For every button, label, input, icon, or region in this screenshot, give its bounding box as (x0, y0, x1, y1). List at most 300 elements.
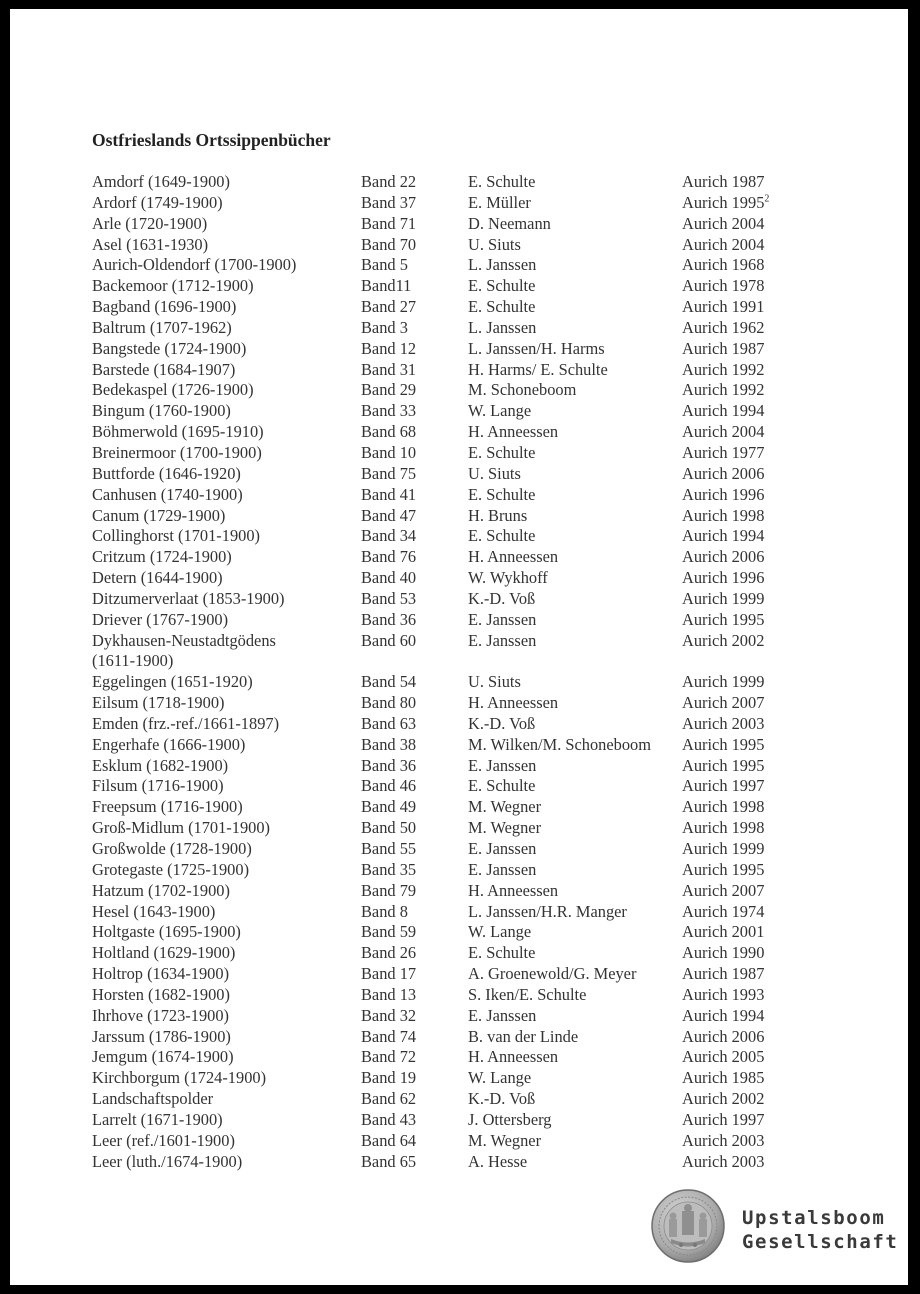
publication-cell (682, 380, 802, 401)
band-cell: Band 55 (361, 839, 417, 858)
band-cell: Band 54 (361, 672, 417, 692)
place-cell (92, 276, 361, 297)
table-row (92, 172, 812, 193)
place-years: (1611-1900) (92, 651, 174, 671)
place-name: Leer (ref./1601-1900) (92, 1130, 235, 1150)
place-name: Bingum (1760-1900) (92, 401, 231, 421)
publication-text: Aurich 2003 (682, 1151, 765, 1171)
publication-text: Aurich 2006 (682, 547, 765, 567)
table-row (92, 443, 812, 464)
publication-cell (682, 1131, 802, 1152)
table-row (92, 318, 812, 339)
place-cell (92, 1068, 361, 1089)
publication-text: Aurich 2002 (682, 630, 765, 650)
band-cell: Band 49 (361, 797, 417, 817)
place-cell (92, 1027, 361, 1048)
publication-cell (682, 756, 802, 777)
place-cell (92, 318, 361, 339)
author-cell: H. Anneessen (468, 1047, 559, 1067)
place-cell (92, 693, 361, 714)
place-name: Filsum (1716-1900) (92, 776, 224, 796)
author-cell: W. Lange (468, 401, 532, 421)
table-row (92, 735, 812, 756)
place-name: Critzum (1724-1900) (92, 547, 232, 567)
publication-text: Aurich 2006 (682, 463, 765, 483)
band-cell: Band 27 (361, 297, 417, 317)
publication-cell (682, 1027, 802, 1048)
place-name: Jemgum (1674-1900) (92, 1047, 234, 1067)
table-row (92, 255, 812, 276)
publication-text: Aurich 2003 (682, 1130, 765, 1150)
author-cell: E. Schulte (468, 172, 536, 191)
table-row (92, 422, 812, 443)
publication-text: Aurich 2005 (682, 1047, 765, 1067)
publication-text: Aurich 1994 (682, 1005, 765, 1025)
band-cell: Band 60 (361, 630, 417, 650)
place-name: Groß-Midlum (1701-1900) (92, 818, 270, 838)
author-cell: E. Janssen (468, 630, 537, 650)
place-name: Buttforde (1646-1920) (92, 463, 241, 483)
band-cell: Band 80 (361, 693, 417, 713)
publication-text: Aurich 2004 (682, 213, 765, 233)
band-cell: Band 53 (361, 588, 417, 608)
author-cell: H. Anneessen (468, 693, 559, 713)
place-cell (92, 631, 361, 673)
author-cell: E. Schulte (468, 943, 536, 963)
band-cell: Band 43 (361, 1109, 417, 1129)
place-name: Esklum (1682-1900) (92, 755, 229, 775)
publication-text: Aurich 1977 (682, 442, 765, 462)
place-name: Ditzumerverlaat (1853-1900) (92, 588, 285, 608)
band-cell: Band 38 (361, 734, 417, 754)
place-cell (92, 922, 361, 943)
publication-text: Aurich 1978 (682, 276, 765, 296)
publication-cell (682, 610, 802, 631)
place-cell (92, 1131, 361, 1152)
place-cell (92, 235, 361, 256)
band-cell: Band 10 (361, 442, 417, 462)
place-name: Backemoor (1712-1900) (92, 276, 254, 296)
place-name: Bangstede (1724-1900) (92, 338, 247, 358)
author-cell: E. Schulte (468, 526, 536, 546)
place-cell (92, 506, 361, 527)
author-cell: L. Janssen (468, 255, 537, 275)
band-cell: Band11 (361, 276, 412, 296)
author-cell: B. van der Linde (468, 1026, 579, 1046)
publication-cell (682, 693, 802, 714)
publication-cell (682, 985, 802, 1006)
author-cell: U. Siuts (468, 234, 521, 254)
publication-text: Aurich 2004 (682, 422, 765, 442)
table-row (92, 1047, 812, 1068)
publication-cell (682, 631, 802, 673)
band-cell: Band 59 (361, 922, 417, 942)
publication-cell (682, 526, 802, 547)
author-cell: E. Schulte (468, 442, 536, 462)
publication-cell (682, 1068, 802, 1089)
publication-text: Aurich 1962 (682, 317, 765, 337)
place-name: Larrelt (1671-1900) (92, 1109, 223, 1129)
brand-line-2: Gesellschaft (742, 1231, 899, 1253)
seal-logo (651, 1189, 725, 1263)
publication-text: Aurich 2001 (682, 922, 765, 942)
publication-cell (682, 881, 802, 902)
place-name: Collinghorst (1701-1900) (92, 526, 260, 546)
publication-text: Aurich 1995 (682, 192, 765, 212)
place-name: Emden (frz.-ref./1661-1897) (92, 713, 280, 733)
author-cell: H. Harms/ E. Schulte (468, 359, 608, 379)
band-cell: Band 74 (361, 1026, 417, 1046)
publication-cell (682, 714, 802, 735)
table-row (92, 943, 812, 964)
band-cell: Band 26 (361, 943, 417, 963)
publication-cell (682, 443, 802, 464)
author-cell: J. Ottersberg (468, 1109, 552, 1129)
publication-text: Aurich 1987 (682, 964, 765, 984)
table-row (92, 776, 812, 797)
publication-cell (682, 547, 802, 568)
author-cell: K.-D. Voß (468, 713, 536, 733)
table-row (92, 1006, 812, 1027)
author-cell: E. Janssen (468, 609, 537, 629)
place-name: Jarssum (1786-1900) (92, 1026, 231, 1046)
place-name: Horsten (1682-1900) (92, 984, 230, 1004)
publication-text: Aurich 1997 (682, 776, 765, 796)
band-cell: Band 70 (361, 234, 417, 254)
publication-text: Aurich 1994 (682, 401, 765, 421)
place-name: Ardorf (1749-1900) (92, 192, 223, 212)
author-cell: E. Schulte (468, 297, 536, 317)
author-cell: E. Schulte (468, 484, 536, 504)
publication-text: Aurich 1985 (682, 1068, 765, 1088)
publication-text: Aurich 1992 (682, 359, 765, 379)
band-cell: Band 31 (361, 359, 417, 379)
publication-text: Aurich 1995 (682, 755, 765, 775)
brand-name (742, 1206, 898, 1254)
table-row (92, 1089, 812, 1110)
band-cell: Band 50 (361, 818, 417, 838)
publication-cell (682, 839, 802, 860)
publication-cell (682, 568, 802, 589)
publication-cell (682, 318, 802, 339)
publication-cell (682, 255, 802, 276)
author-cell: H. Anneessen (468, 547, 559, 567)
publication-cell (682, 172, 802, 193)
band-cell: Band 19 (361, 1068, 417, 1088)
publication-cell (682, 672, 802, 693)
table-row (92, 693, 812, 714)
table-row (92, 1110, 812, 1131)
author-cell: M. Wilken/M. Schoneboom (468, 734, 651, 754)
place-cell (92, 339, 361, 360)
publication-cell (682, 401, 802, 422)
place-name: Baltrum (1707-1962) (92, 317, 232, 337)
place-name: Landschaftspolder (92, 1089, 214, 1109)
place-cell (92, 1110, 361, 1131)
place-name: Engerhafe (1666-1900) (92, 734, 246, 754)
author-cell: E. Schulte (468, 776, 536, 796)
place-cell (92, 485, 361, 506)
publication-cell (682, 797, 802, 818)
publication-cell (682, 922, 802, 943)
place-cell (92, 985, 361, 1006)
place-name: Holtgaste (1695-1900) (92, 922, 241, 942)
publication-cell (682, 485, 802, 506)
author-cell: E. Janssen (468, 1005, 537, 1025)
place-name: Bagband (1696-1900) (92, 297, 237, 317)
place-cell (92, 1006, 361, 1027)
table-row (92, 964, 812, 985)
author-cell: W. Lange (468, 922, 532, 942)
place-cell (92, 526, 361, 547)
place-name: Ihrhove (1723-1900) (92, 1005, 230, 1025)
author-cell: W. Lange (468, 1068, 532, 1088)
place-cell (92, 1047, 361, 1068)
table-row (92, 985, 812, 1006)
table-row (92, 1068, 812, 1089)
publication-cell (682, 1089, 802, 1110)
band-cell: Band 47 (361, 505, 417, 525)
table-row (92, 276, 812, 297)
band-cell: Band 63 (361, 713, 417, 733)
publication-text: Aurich 1998 (682, 505, 765, 525)
publication-cell (682, 589, 802, 610)
publication-cell (682, 943, 802, 964)
document-page (10, 9, 908, 1285)
publication-cell (682, 422, 802, 443)
table-row (92, 756, 812, 777)
place-cell (92, 610, 361, 631)
publication-text: Aurich 1995 (682, 609, 765, 629)
table-row (92, 339, 812, 360)
table-row (92, 922, 812, 943)
publication-text: Aurich 1999 (682, 588, 765, 608)
table-row (92, 297, 812, 318)
place-cell (92, 943, 361, 964)
place-name: Böhmerwold (1695-1910) (92, 422, 264, 442)
publication-cell (682, 1047, 802, 1068)
brand-line-1: Upstalsboom (742, 1207, 886, 1229)
place-cell (92, 568, 361, 589)
author-cell: D. Neemann (468, 213, 551, 233)
publication-text: Aurich 1998 (682, 797, 765, 817)
publication-text: Aurich 2003 (682, 713, 765, 733)
band-cell: Band 17 (361, 964, 417, 984)
author-cell: U. Siuts (468, 463, 521, 483)
place-cell (92, 255, 361, 276)
band-cell: Band 65 (361, 1151, 417, 1171)
author-cell: K.-D. Voß (468, 1089, 536, 1109)
band-cell: Band 36 (361, 609, 417, 629)
publication-cell (682, 214, 802, 235)
place-cell (92, 839, 361, 860)
publication-cell (682, 818, 802, 839)
place-name: Driever (1767-1900) (92, 609, 229, 629)
place-name: Eggelingen (1651-1920) (92, 672, 253, 692)
author-cell: L. Janssen/H. Harms (468, 338, 605, 358)
table-row (92, 860, 812, 881)
publication-text: Aurich 1999 (682, 839, 765, 858)
band-cell: Band 36 (361, 755, 417, 775)
band-cell: Band 62 (361, 1089, 417, 1109)
place-name: Asel (1631-1930) (92, 234, 209, 254)
author-cell: E. Janssen (468, 859, 537, 879)
place-cell (92, 547, 361, 568)
table-row (92, 568, 812, 589)
author-cell: M. Wegner (468, 1130, 542, 1150)
place-name: Bedekaspel (1726-1900) (92, 380, 254, 400)
band-cell: Band 22 (361, 172, 417, 191)
place-name: Kirchborgum (1724-1900) (92, 1068, 267, 1088)
publication-text: Aurich 1995 (682, 859, 765, 879)
place-name: Detern (1644-1900) (92, 568, 223, 588)
author-cell: H. Anneessen (468, 880, 559, 900)
place-name: Leer (luth./1674-1900) (92, 1151, 243, 1171)
table-row (92, 506, 812, 527)
band-cell: Band 75 (361, 463, 417, 483)
table-row (92, 672, 812, 693)
place-cell (92, 756, 361, 777)
publication-cell (682, 193, 802, 214)
publication-cell (682, 735, 802, 756)
place-cell (92, 401, 361, 422)
place-cell (92, 172, 361, 193)
publication-text: Aurich 1968 (682, 255, 765, 275)
band-cell: Band 12 (361, 338, 417, 358)
author-cell: M. Schoneboom (468, 380, 577, 400)
table-row (92, 547, 812, 568)
publication-cell (682, 339, 802, 360)
place-name: Dykhausen-Neustadtgödens (92, 630, 276, 650)
publication-text: Aurich 1996 (682, 484, 765, 504)
publication-text: Aurich 1995 (682, 734, 765, 754)
table-row (92, 881, 812, 902)
place-cell (92, 797, 361, 818)
author-cell: K.-D. Voß (468, 588, 536, 608)
publication-text: Aurich 2007 (682, 880, 765, 900)
place-name: Breinermoor (1700-1900) (92, 442, 262, 462)
table-row (92, 464, 812, 485)
table-row (92, 380, 812, 401)
publication-cell (682, 860, 802, 881)
place-name: Großwolde (1728-1900) (92, 839, 252, 858)
table-row (92, 818, 812, 839)
band-cell: Band 33 (361, 401, 417, 421)
footnote-marker: 2 (764, 193, 770, 205)
band-cell: Band 32 (361, 1005, 417, 1025)
publication-text: Aurich 1990 (682, 943, 765, 963)
table-row (92, 714, 812, 735)
place-name: Freepsum (1716-1900) (92, 797, 243, 817)
place-cell (92, 1152, 361, 1173)
author-cell: M. Wegner (468, 818, 542, 838)
publication-text: Aurich 1996 (682, 568, 765, 588)
band-cell: Band 37 (361, 192, 417, 212)
publication-text: Aurich 1994 (682, 526, 765, 546)
publication-cell (682, 235, 802, 256)
place-cell (92, 589, 361, 610)
publication-text: Aurich 1993 (682, 984, 765, 1004)
place-cell (92, 902, 361, 923)
publication-text: Aurich 2007 (682, 693, 765, 713)
band-cell: Band 41 (361, 484, 417, 504)
table-row (92, 1131, 812, 1152)
band-cell: Band 3 (361, 317, 408, 337)
publication-text: Aurich 2004 (682, 234, 765, 254)
place-cell (92, 860, 361, 881)
publication-cell (682, 902, 802, 923)
place-name: Barstede (1684-1907) (92, 359, 236, 379)
band-cell: Band 71 (361, 213, 417, 233)
author-cell: H. Bruns (468, 505, 528, 525)
table-row (92, 360, 812, 381)
author-cell: E. Schulte (468, 276, 536, 296)
author-cell: M. Wegner (468, 797, 542, 817)
place-cell (92, 881, 361, 902)
place-cell (92, 193, 361, 214)
author-cell: E. Janssen (468, 755, 537, 775)
band-cell: Band 35 (361, 859, 417, 879)
publication-text: Aurich 1987 (682, 172, 765, 191)
author-cell: E. Müller (468, 192, 531, 212)
place-cell (92, 214, 361, 235)
publication-cell (682, 1152, 802, 1173)
place-name: Eilsum (1718-1900) (92, 693, 225, 713)
publication-cell (682, 964, 802, 985)
band-cell: Band 46 (361, 776, 417, 796)
place-name: Arle (1720-1900) (92, 213, 208, 233)
publication-text: Aurich 2006 (682, 1026, 765, 1046)
publication-cell (682, 1110, 802, 1131)
table-row (92, 526, 812, 547)
place-name: Canum (1729-1900) (92, 505, 226, 525)
author-cell: S. Iken/E. Schulte (468, 984, 587, 1004)
band-cell: Band 34 (361, 526, 417, 546)
place-cell (92, 443, 361, 464)
book-list (92, 172, 812, 1173)
table-row (92, 797, 812, 818)
place-cell (92, 818, 361, 839)
publication-text: Aurich 1987 (682, 338, 765, 358)
place-name: Hesel (1643-1900) (92, 901, 216, 921)
place-name: Hatzum (1702-1900) (92, 880, 230, 900)
place-cell (92, 964, 361, 985)
band-cell: Band 68 (361, 422, 417, 442)
page-title: Ostfrieslands Ortssippenbücher (92, 130, 331, 150)
band-cell: Band 79 (361, 880, 417, 900)
author-cell: L. Janssen (468, 317, 537, 337)
table-row (92, 631, 812, 673)
publication-cell (682, 360, 802, 381)
author-cell: L. Janssen/H.R. Manger (468, 901, 627, 921)
author-cell: W. Wykhoff (468, 568, 548, 588)
publication-cell (682, 276, 802, 297)
table-row (92, 902, 812, 923)
place-name: Grotegaste (1725-1900) (92, 859, 250, 879)
publication-text: Aurich 1999 (682, 672, 765, 692)
place-cell (92, 360, 361, 381)
publication-text: Aurich 1991 (682, 297, 765, 317)
author-cell: U. Siuts (468, 672, 521, 692)
table-row (92, 1152, 812, 1173)
publication-text: Aurich 2002 (682, 1089, 765, 1109)
table-row (92, 610, 812, 631)
place-name: Aurich-Oldendorf (1700-1900) (92, 255, 297, 275)
publication-text: Aurich 1992 (682, 380, 765, 400)
place-cell (92, 735, 361, 756)
band-cell: Band 40 (361, 568, 417, 588)
band-cell: Band 64 (361, 1130, 417, 1150)
